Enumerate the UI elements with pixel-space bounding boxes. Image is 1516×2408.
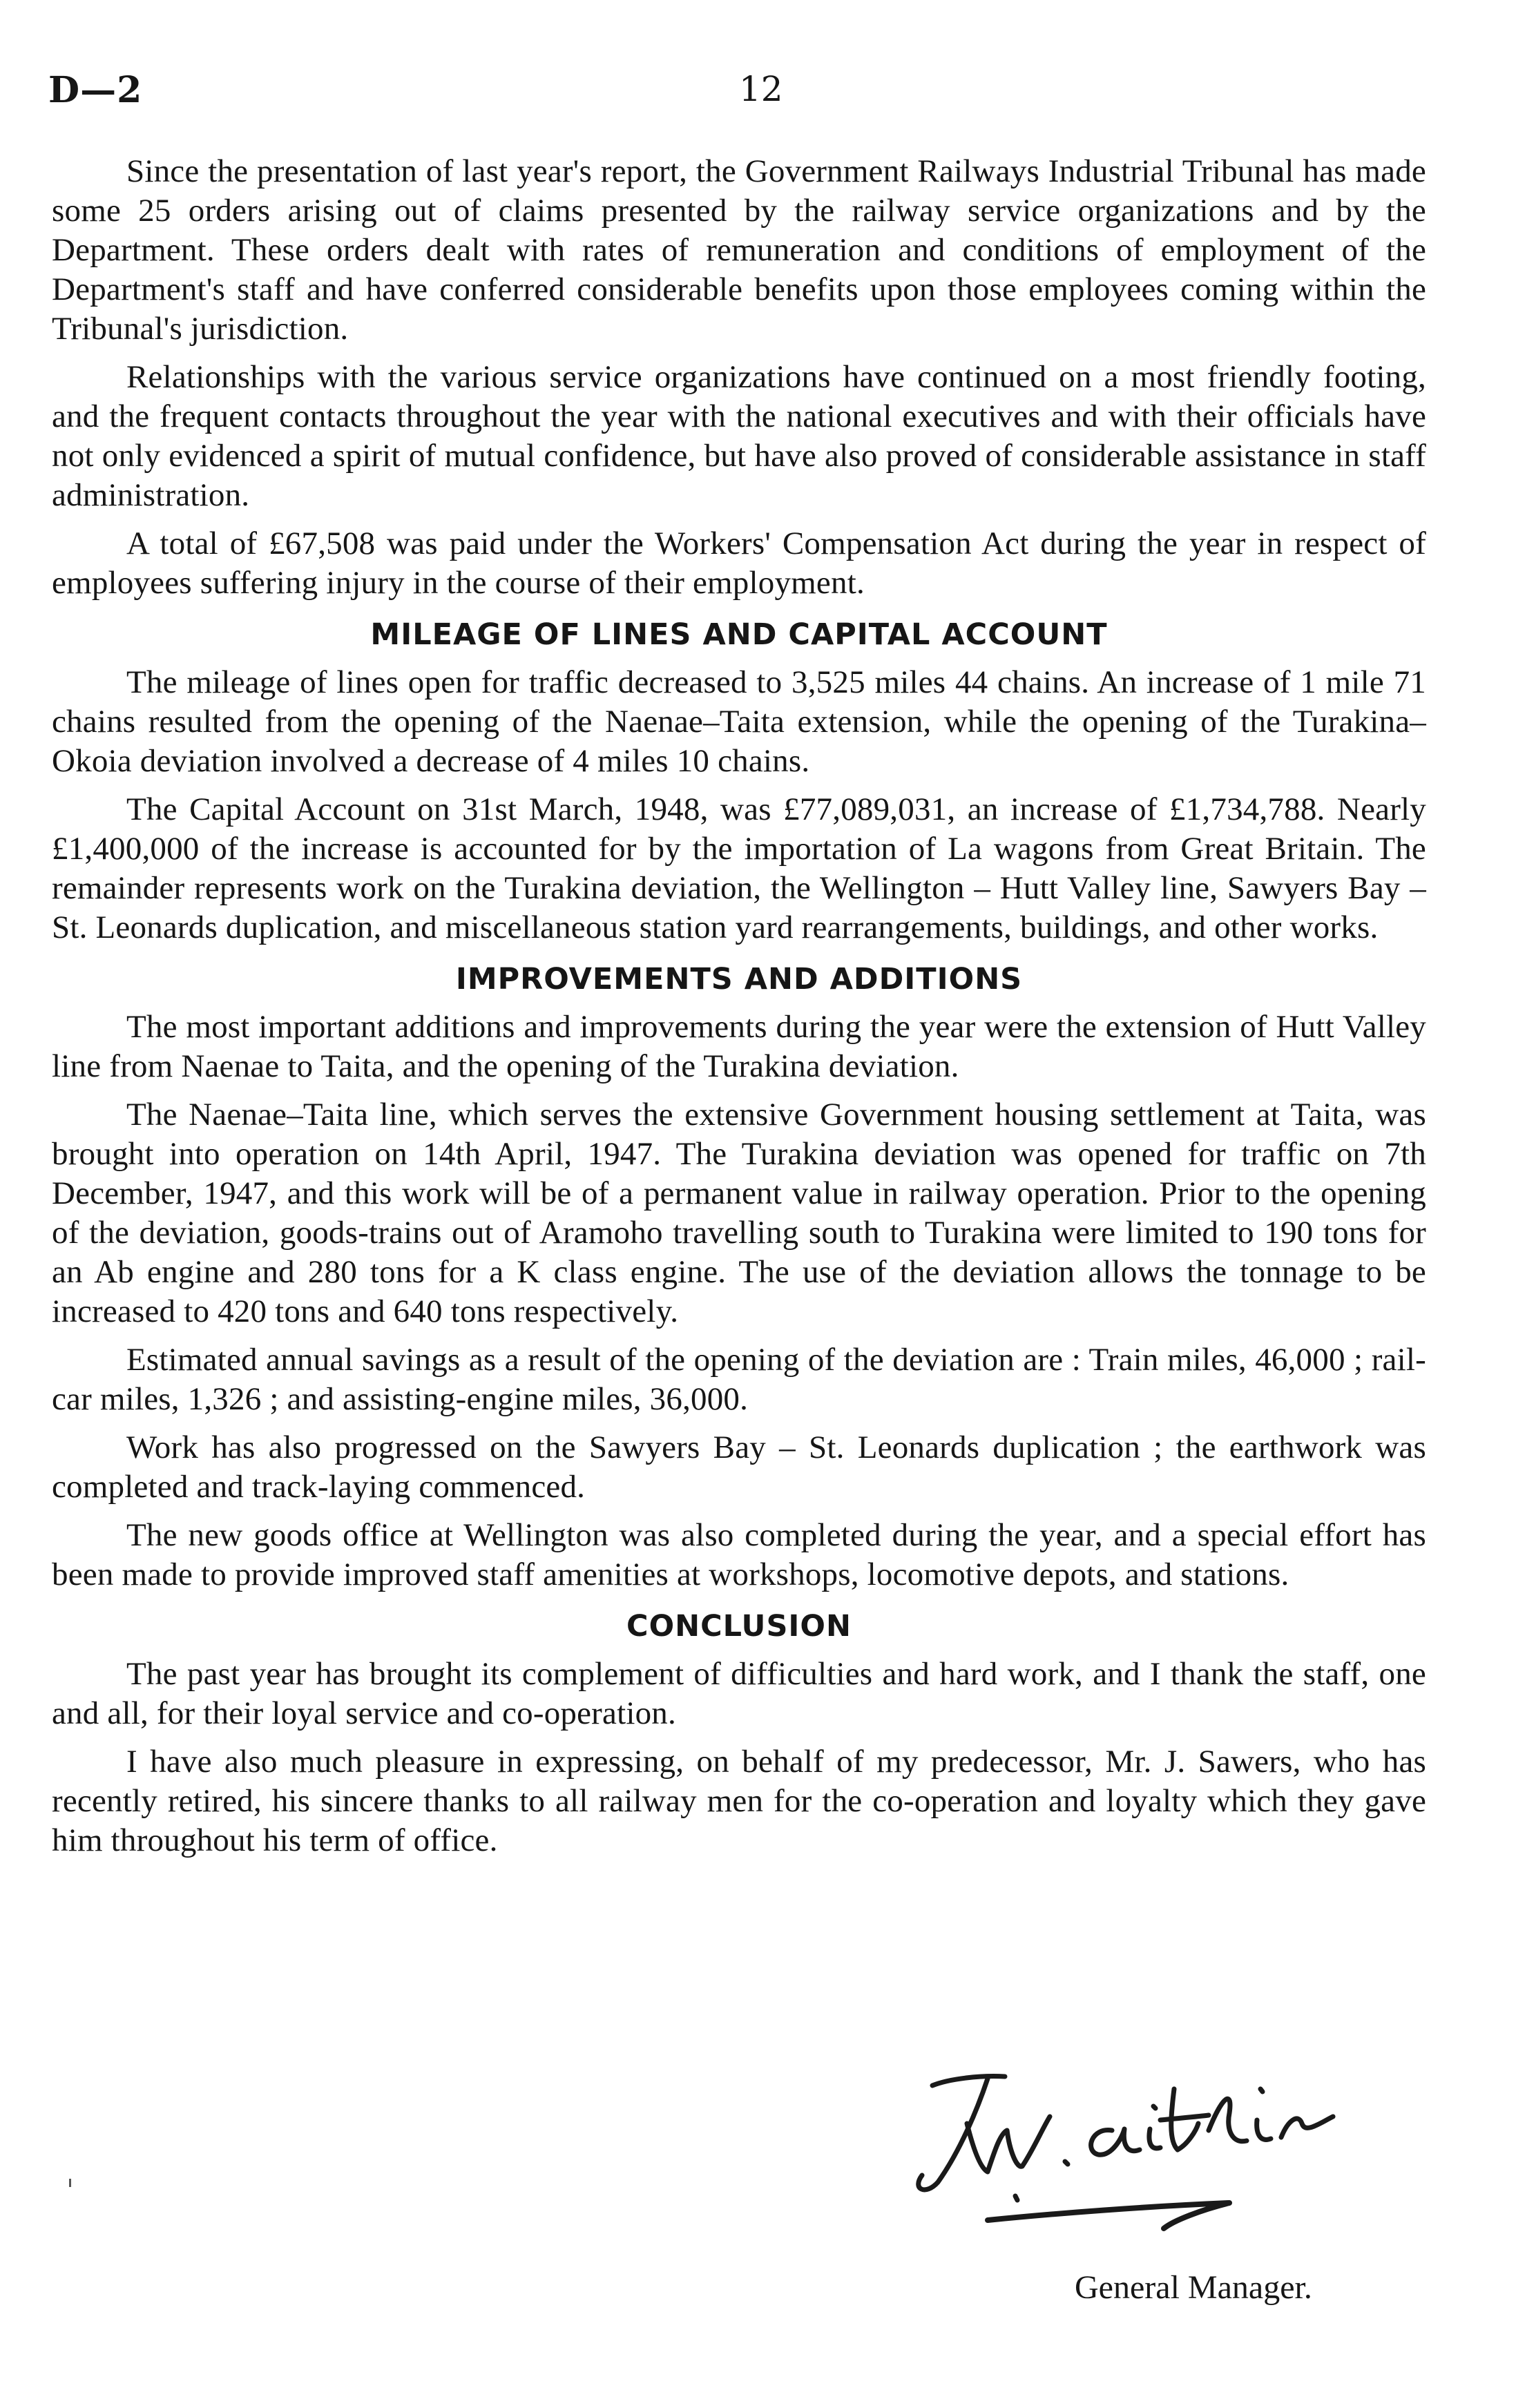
signature-stroke bbox=[1149, 2129, 1160, 2148]
section-improvements bbox=[52, 960, 1426, 1595]
signature-stroke bbox=[988, 2203, 1229, 2228]
paragraph: I have also much pleasure in expressing, on behalf of my predecessor, Mr. J. Sawers, who has recently retired, his sincere thanks to all railway men for the co-operation and loyalty which they gave him throughout his term of office. bbox=[52, 1744, 1426, 1858]
signature-stroke bbox=[1209, 2099, 1247, 2141]
section-heading: MILEAGE OF LINES AND CAPITAL ACCOUNT bbox=[370, 617, 1108, 652]
paragraph: Work has also progressed on the Sawyers Bay – St. Leonards duplication ; the earthwork was completed and track-laying commenced. bbox=[52, 1429, 1426, 1505]
paragraph: A total of £67,508 was paid under the Workers' Compensation Act during the year in respect of employees suffering injury in the course of their employment. bbox=[52, 526, 1426, 601]
signature-stroke bbox=[1281, 2117, 1333, 2137]
paragraph: The Capital Account on 31st March, 1948, was £77,089,031, an increase of £1,734,788. Nearly £1,400,000 of the increase is accounted for by the importation of La wagons from Great Britain. The remainder represents work on the Turakina deviation, the Wellington – Hutt Valley line, Sawyers Bay – St. Leonards duplication, and miscellaneous station yard rearrangements, buildings, and other works. bbox=[52, 791, 1426, 945]
signature-stroke bbox=[1153, 2106, 1155, 2108]
signature-drawing bbox=[884, 2048, 1450, 2255]
section-mileage-capital bbox=[52, 615, 1426, 947]
paragraph: The new goods office at Wellington was also completed during the year, and a special effort has been made to provide improved staff amenities at workshops, locomotive depots, and stations. bbox=[52, 1517, 1426, 1592]
paragraph: Relationships with the various service organizations have continued on a most friendly footing, and the frequent contacts throughout the year with the national executives and with their officials have not only evidenced a spirit of mutual confidence, but have also proved of considerable assistance in staff administration. bbox=[52, 359, 1426, 513]
section-heading: IMPROVEMENTS AND ADDITIONS bbox=[455, 962, 1023, 996]
page-number: 12 bbox=[739, 69, 783, 109]
page-header bbox=[48, 69, 1457, 124]
paragraph: The past year has brought its complement of difficulties and hard work, and I thank the staff, one and all, for their loyal service and co-operation. bbox=[52, 1656, 1426, 1731]
signature-stroke bbox=[932, 2077, 1005, 2086]
print-speck bbox=[69, 2179, 71, 2187]
signature-stroke bbox=[1160, 2115, 1209, 2120]
body-text bbox=[52, 152, 1426, 1860]
signature-stroke bbox=[967, 2117, 1050, 2172]
signature-stroke bbox=[1065, 2161, 1068, 2164]
signature-stroke bbox=[919, 2079, 988, 2190]
section-heading: CONCLUSION bbox=[626, 1609, 852, 1644]
section-conclusion bbox=[52, 1607, 1426, 1860]
signatory-title: General Manager. bbox=[1075, 2269, 1312, 2306]
paragraph: The most important additions and improvements during the year were the extension of Hutt Valley line from Naenae to Taita, and the opening of the Turakina deviation. bbox=[52, 1009, 1426, 1084]
signature-stroke bbox=[1015, 2196, 1017, 2200]
handwritten-signature bbox=[884, 2048, 1450, 2255]
signature-stroke bbox=[1257, 2120, 1271, 2139]
signature-stroke bbox=[1091, 2129, 1140, 2155]
paragraph: The Naenae–Taita line, which serves the extensive Government housing settlement at Taita, was brought into operation on 14th April, 1947. The Turakina deviation was opened for traffic on 7th December, 1947, and this work will be of a permanent value in railway operation. Prior to the opening of the deviation, goods-trains out of Aramoho travelling south to Turakina were limited to 190 tons for an Ab engine and 280 tons for a K class engine. The use of the deviation allows the tonnage to be increased to 420 tons and 640 tons respectively. bbox=[52, 1097, 1426, 1329]
paragraph: Estimated annual savings as a result of the opening of the deviation are : Train miles, 46,000 ; rail-car miles, 1,326 ; and assisting-engine miles, 36,000. bbox=[52, 1342, 1426, 1417]
signature-stroke bbox=[1260, 2089, 1263, 2092]
document-code: D—2 bbox=[48, 69, 143, 111]
paragraph: The mileage of lines open for traffic decreased to 3,525 miles 44 chains. An increase of 1 mile 71 chains resulted from the opening of the Naenae–Taita extension, while the opening of the Turakina–Okoia deviation involved a decrease of 4 miles 10 chains. bbox=[52, 664, 1426, 779]
paragraph: Since the presentation of last year's report, the Government Railways Industrial Tribunal has made some 25 orders arising out of claims presented by the railway service organizations and by the Department. These orders dealt with rates of remuneration and conditions of employment of the Department's staff and have conferred considerable benefits upon those employees coming within the Tribunal's jurisdiction. bbox=[52, 153, 1426, 347]
